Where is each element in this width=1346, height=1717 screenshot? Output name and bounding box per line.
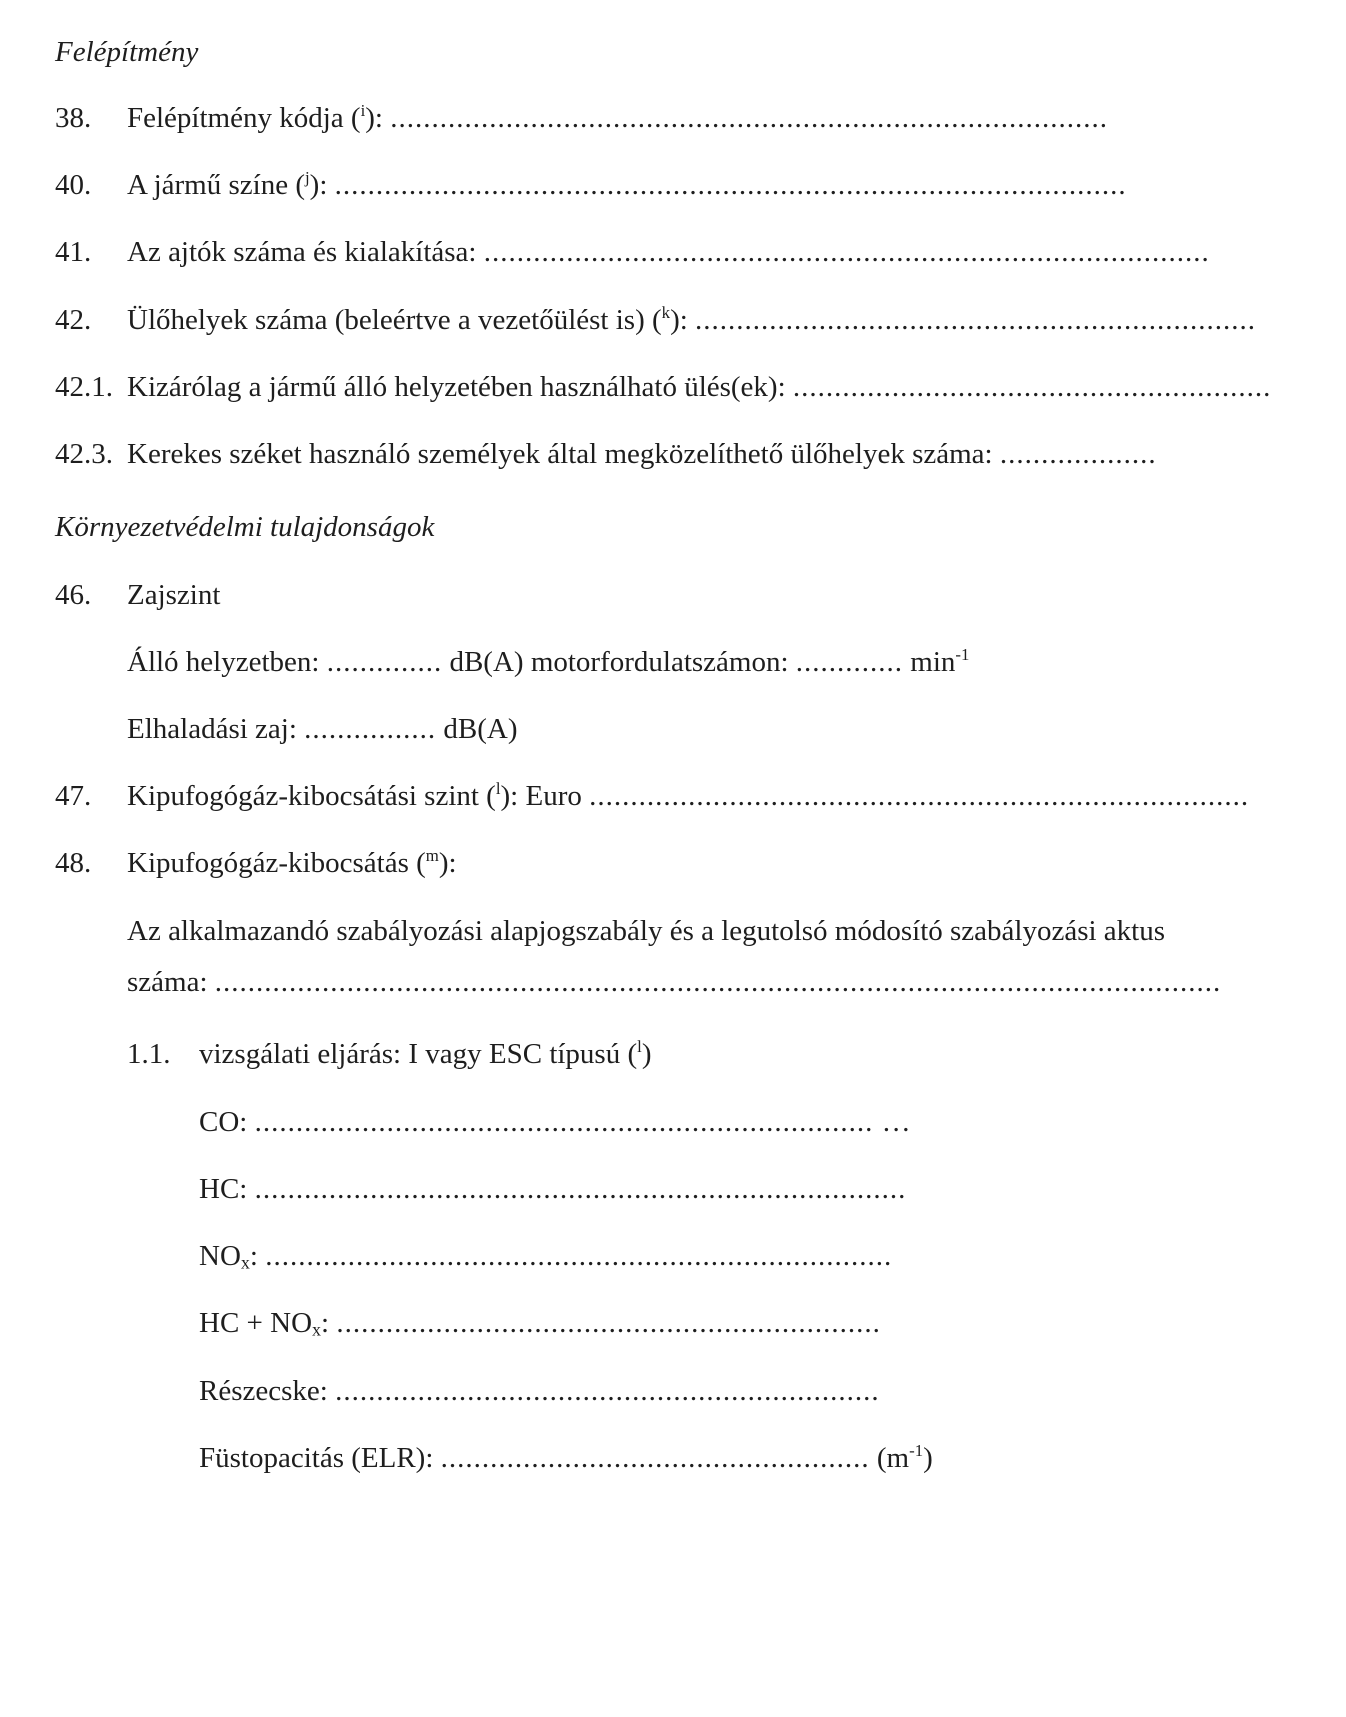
co-line [199, 1104, 912, 1140]
hc-nox-fill-dots: .................................................................. [336, 1307, 881, 1339]
noise-rpm-unit-exponent: -1 [955, 645, 970, 665]
nox-label: NO [199, 1240, 241, 1272]
footnote-ref-i: i [360, 101, 366, 121]
smoke-opacity-unit-close: ) [923, 1442, 933, 1474]
item-number-41: 41. [55, 236, 92, 268]
smoke-opacity-line [199, 1440, 933, 1476]
item-number-46: 46. [55, 579, 92, 611]
section-heading-environment: Környezetvédelmi tulajdonságok [55, 511, 435, 543]
footnote-ref-k: k [661, 303, 671, 323]
item-41-doors [127, 234, 1210, 270]
item-number-48: 48. [55, 847, 92, 879]
section-heading-body: Felépítmény [55, 36, 199, 68]
hc-nox-colon: : [321, 1307, 330, 1339]
item-38-body-code [127, 100, 1108, 136]
item-48-label: Kipufogógáz-kibocsátás ( [127, 847, 426, 879]
item-38-label-end: ): [365, 102, 383, 134]
noise-stationary-unit: dB(A) motorfordulatszámon: [449, 646, 789, 678]
item-48-label-end: ): [438, 847, 457, 879]
item-42-3-wheelchair-seats [127, 436, 1157, 472]
hc-fill-dots: ............................................................................... [254, 1173, 907, 1205]
hc-nox-subscript: x [312, 1319, 322, 1340]
item-number-42-1: 42.1. [55, 371, 113, 403]
item-38-fill-dots: ....................................................................................... [390, 102, 1108, 134]
item-1-1-test-procedure [199, 1036, 651, 1072]
item-48-fill-dots: .......................................................................................................................... [214, 966, 1222, 998]
particulate-label: Részecske: [199, 1375, 328, 1407]
item-42-1-fill-dots: .......................................................... [792, 371, 1272, 403]
hc-nox-label: HC + NO [199, 1307, 313, 1339]
particulate-line [199, 1373, 880, 1409]
item-42-3-fill-dots: ................... [999, 438, 1157, 470]
item-40-label: A jármű színe ( [127, 169, 305, 201]
item-47-label: Kipufogógáz-kibocsátási szint ( [127, 780, 496, 812]
noise-passby-dots: ................ [304, 713, 437, 745]
item-number-1-1: 1.1. [127, 1038, 171, 1070]
co-label: CO: [199, 1106, 248, 1138]
nox-colon: : [249, 1240, 258, 1272]
smoke-opacity-unit-exponent: -1 [909, 1441, 924, 1461]
noise-stationary-line [127, 644, 969, 680]
item-48-number-label: száma: [127, 966, 208, 998]
nox-subscript: x [240, 1252, 250, 1273]
item-40-fill-dots: ................................................................................................ [334, 169, 1127, 201]
particulate-fill-dots: .................................................................. [335, 1375, 880, 1407]
hc-label: HC: [199, 1173, 248, 1205]
noise-stationary-label: Álló helyzetben: [127, 646, 320, 678]
footnote-ref-m: m [425, 846, 439, 866]
smoke-opacity-fill-dots: .................................................... [440, 1442, 870, 1474]
item-42-1-stationary-seats [127, 369, 1271, 405]
item-42-label-end: ): [670, 304, 688, 336]
item-42-fill-dots: .................................................................... [695, 304, 1257, 336]
noise-passby-line [127, 711, 518, 747]
hc-nox-line [199, 1305, 881, 1341]
item-41-label: Az ajtók száma és kialakítása: [127, 236, 477, 268]
noise-stationary-dots: .............. [326, 646, 443, 678]
noise-passby-unit: dB(A) [443, 713, 518, 745]
item-47-fill-dots: ................................................................................ [589, 780, 1250, 812]
item-47-label-end: ): Euro [500, 780, 582, 812]
smoke-opacity-unit: (m [876, 1442, 910, 1474]
footnote-ref-l: l [495, 779, 501, 799]
item-number-40: 40. [55, 169, 92, 201]
footnote-ref-j: j [304, 168, 310, 188]
footnote-ref-l-2: l [637, 1037, 642, 1057]
item-41-fill-dots: ........................................................................................ [483, 236, 1210, 268]
item-46-noise-label: Zajszint [127, 579, 221, 611]
noise-rpm-dots: ............. [795, 646, 904, 678]
item-48-text-line-2 [127, 964, 1221, 1000]
item-48-exhaust-emissions [127, 845, 457, 881]
nox-line [199, 1238, 892, 1274]
item-42-label: Ülőhelyek száma (beleértve a vezetőülést is) ( [127, 304, 662, 336]
nox-fill-dots: ............................................................................ [265, 1240, 893, 1272]
noise-passby-label: Elhaladási zaj: [127, 713, 297, 745]
item-47-emission-level [127, 778, 1249, 814]
item-42-3-label: Kerekes széket használó személyek által megközelíthető ülőhelyek száma: [127, 438, 993, 470]
item-40-vehicle-colour [127, 167, 1127, 203]
item-42-seats [127, 302, 1256, 338]
item-48-text-line-1: Az alkalmazandó szabályozási alapjogszabály és a legutolsó módosító szabályozási aktus [127, 915, 1166, 947]
item-42-1-label: Kizárólag a jármű álló helyzetében használható ülés(ek): [127, 371, 786, 403]
item-1-1-label-end: ) [641, 1038, 652, 1070]
smoke-opacity-label: Füstopacitás (ELR): [199, 1442, 434, 1474]
co-fill-dots: ........................................................................... … [254, 1106, 912, 1138]
hc-line [199, 1171, 906, 1207]
item-38-label: Felépítmény kódja ( [127, 102, 361, 134]
item-1-1-label: vizsgálati eljárás: I vagy ESC típusú ( [199, 1038, 638, 1070]
item-40-label-end: ): [309, 169, 328, 201]
noise-rpm-unit: min [910, 646, 956, 678]
item-number-42: 42. [55, 304, 92, 336]
item-number-38: 38. [55, 102, 92, 134]
item-number-47: 47. [55, 780, 92, 812]
item-number-42-3: 42.3. [55, 438, 113, 470]
